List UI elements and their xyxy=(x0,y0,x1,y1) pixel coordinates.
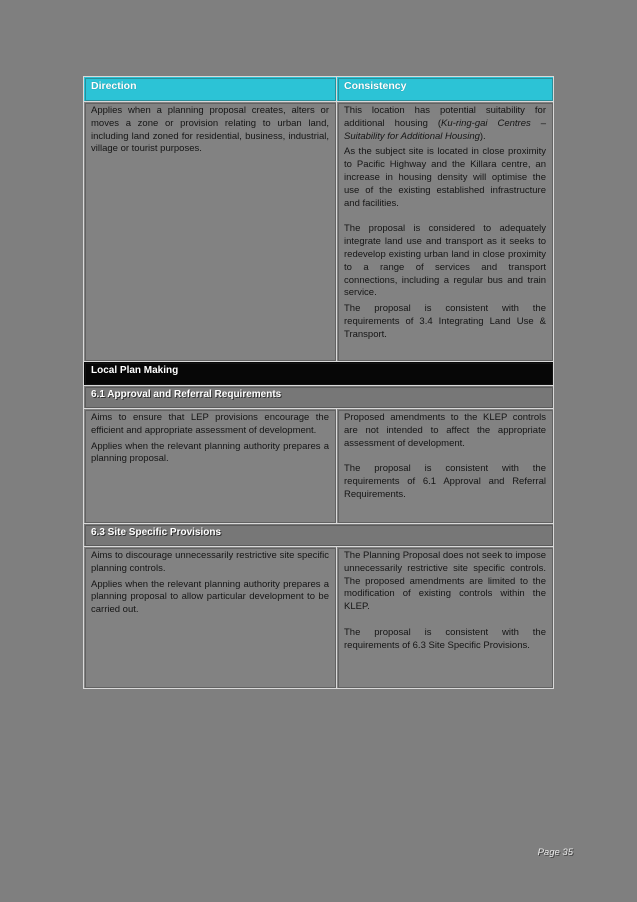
table-row xyxy=(84,547,554,689)
table-row xyxy=(84,409,554,524)
table-row xyxy=(84,524,554,547)
page-number: Page 35 xyxy=(537,847,573,858)
direction-paragraph: Aims to discourage unnecessarily restrictive site specific planning controls. xyxy=(91,550,329,574)
direction-paragraph: Applies when a planning proposal creates, alters or moves a zone or provision relating to urban land, including land zoned for residential, business, industrial, village or tourist purposes. xyxy=(91,105,329,155)
section-header-6-1-approval-referral: 6.1 Approval and Referral Requirements xyxy=(84,386,554,409)
direction-consistency-table xyxy=(83,76,554,689)
direction-paragraph: Applies when the relevant planning authority prepares a planning proposal. xyxy=(91,440,329,465)
section-header-6-3-site-specific: 6.3 Site Specific Provisions xyxy=(84,524,554,547)
consistency-cell-6-3 xyxy=(337,547,554,689)
consistency-paragraph: The proposal is consistent with the requirements of 3.4 Integrating Land Use & Transport. xyxy=(344,303,546,340)
direction-paragraph: Aims to ensure that LEP provisions encourage the efficient and appropriate assessment of development. xyxy=(91,412,329,436)
table-header-row xyxy=(84,77,554,102)
section-header-local-plan-making: Local Plan Making xyxy=(84,362,554,386)
consistency-paragraph: As the subject site is located in close proximity to Pacific Highway and the Killara centre, an increase in housing density will optimise the use of the existing established infrastructure and facilities. xyxy=(344,146,546,209)
consistency-cell-urban-land xyxy=(337,102,554,362)
consistency-paragraph: The Planning Proposal does not seek to impose unnecessarily restrictive site specific controls. The proposed amendments are limited to the modification of existing controls within the KLEP. xyxy=(344,550,546,613)
table-row xyxy=(84,386,554,409)
consistency-paragraph xyxy=(344,105,546,143)
column-header-consistency: Consistency xyxy=(337,77,554,102)
consistency-text: This location has potential suitability for additional housing ( xyxy=(344,105,546,129)
direction-cell-6-3 xyxy=(84,547,337,689)
direction-cell-6-1 xyxy=(84,409,337,524)
table-row xyxy=(84,362,554,386)
consistency-cell-6-1 xyxy=(337,409,554,524)
table-row xyxy=(84,102,554,362)
consistency-paragraph: The proposal is considered to adequately integrate land use and transport as it seeks to redevelop existing urban land in close proximity to a range of services and transport connections, including a regular bus and train service. xyxy=(344,223,546,299)
document-reference-italic: Ku-ring-gai Centres – Suitability for Additional Housing xyxy=(344,117,546,142)
consistency-text: ). xyxy=(479,130,486,142)
consistency-paragraph: The proposal is consistent with the requirements of 6.3 Site Specific Provisions. xyxy=(344,626,546,651)
consistency-paragraph: Proposed amendments to the KLEP controls are not intended to affect the appropriate assessment of development. xyxy=(344,412,546,449)
direction-cell-urban-land xyxy=(84,102,337,362)
direction-paragraph: Applies when the relevant planning authority prepares a planning proposal to allow particular development to be carried out. xyxy=(91,578,329,616)
column-header-direction: Direction xyxy=(84,77,337,102)
consistency-paragraph: The proposal is consistent with the requirements of 6.1 Approval and Referral Requirements. xyxy=(344,463,546,500)
